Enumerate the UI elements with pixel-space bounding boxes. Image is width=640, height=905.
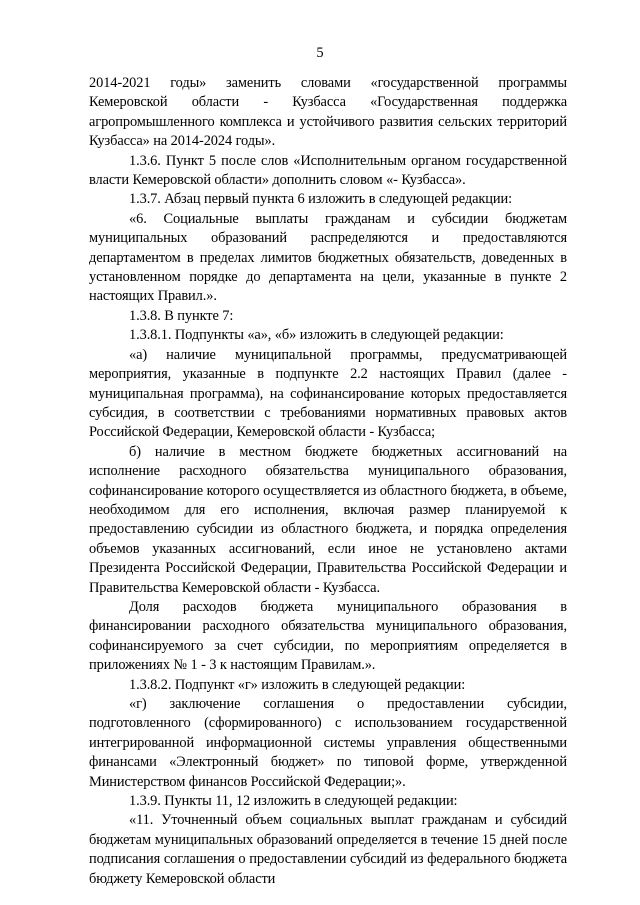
paragraph: Доля расходов бюджета муниципального образования в финансировании расходного обязательства муниципального образования, софинансируемого за счет субсидии, по мероприятиям определяется в приложениях № 1 - 3 к настоящим Правилам.». xyxy=(89,598,567,674)
paragraph: 1.3.8.1. Подпункты «а», «б» изложить в следующей редакции: xyxy=(129,327,504,344)
paragraph: б) наличие в местном бюджете бюджетных ассигнований на исполнение расходного обязательства муниципального образования, софинансирование которого осуществляется из областного бюджета, в объеме, необходимом для его исполнения, включая размер планируемой к предоставлению субсидии из областного бюджета, и порядка определения объемов указанных ассигнований, если иное не установлено актами Президента Российской Федерации, Правительства Российской Федерации и Правительства Кемеровской области - Кузбасса. xyxy=(89,443,567,596)
paragraph: «а) наличие муниципальной программы, предусматривающей мероприятия, указанные в подпункте 2.2 настоящих Правил (далее - муниципальная программа), на софинансирование которых предоставляется субсидия, в соответствии с требованиями нормативных правовых актов Российской Федерации, Кемеровской области - Кузбасса; xyxy=(89,346,567,441)
paragraph: «г) заключение соглашения о предоставлении субсидии, подготовленного (сформированного) с использованием государственной интегрированной информационной системы управления общественными финансами «Электронный бюджет» по типовой форме, утвержденной Министерством финансов Российской Федерации;». xyxy=(89,696,567,790)
document-body xyxy=(89,74,567,889)
paragraph: 1.3.9. Пункты 11, 12 изложить в следующей редакции: xyxy=(129,793,458,810)
paragraph: 1.3.7. Абзац первый пункта 6 изложить в следующей редакции: xyxy=(129,191,513,208)
paragraph: 1.3.6. Пункт 5 после слов «Исполнительным органом государственной власти Кемеровской области» дополнить словом «- Кузбасса». xyxy=(89,152,567,189)
paragraph: «6. Социальные выплаты гражданам и субсидии бюджетам муниципальных образований распределяются и предоставляются департаментом в пределах лимитов бюджетных обязательств, доведенных в установленном порядке до департамента на цели, указанные в пункте 2 настоящих Правил.». xyxy=(89,210,567,305)
paragraph: «11. Уточненный объем социальных выплат гражданам и субсидий бюджетам муниципальных образований определяется в течение 15 дней после подписания соглашения о предоставлении субсидий из федерального бюджета бюджету Кемеровской области xyxy=(89,812,567,887)
paragraph: 2014-2021 годы» заменить словами «государственной программы Кемеровской области - Кузбасса «Государственная поддержка агропромышленного комплекса и устойчивого развития сельских территорий Кузбасса» на 2014-2024 годы». xyxy=(89,75,567,150)
page-number: 5 xyxy=(316,45,324,61)
paragraph: 1.3.8. В пункте 7: xyxy=(129,307,234,324)
paragraph: 1.3.8.2. Подпункт «г» изложить в следующей редакции: xyxy=(129,676,466,693)
